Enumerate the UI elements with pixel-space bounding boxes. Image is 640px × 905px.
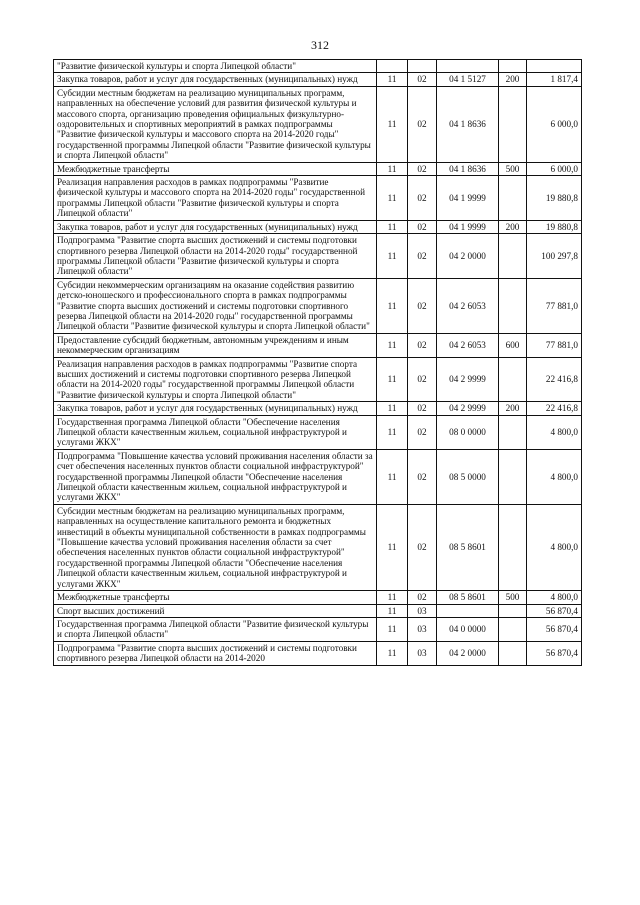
table-row xyxy=(54,617,582,641)
row-description: Государственная программа Липецкой области "Обеспечение населения Липецкой области качественным жильем, социальной инфраструктурой и услугами ЖКХ" xyxy=(54,415,377,449)
amount: 77 881,0 xyxy=(527,333,582,357)
expense-type-code: 500 xyxy=(499,591,527,604)
target-article-code: 04 2 6053 xyxy=(437,278,499,333)
table-row xyxy=(54,415,582,449)
target-article-code: 04 1 9999 xyxy=(437,176,499,221)
amount: 4 800,0 xyxy=(527,504,582,590)
row-description: Закупка товаров, работ и услуг для государственных (муниципальных) нужд xyxy=(54,220,377,233)
subsection-code: 03 xyxy=(408,604,437,617)
row-description: Межбюджетные трансферты xyxy=(54,162,377,175)
target-article-code: 04 2 0000 xyxy=(437,641,499,665)
section-code xyxy=(377,60,408,73)
amount: 19 880,8 xyxy=(527,220,582,233)
section-code: 11 xyxy=(377,73,408,86)
target-article-code: 04 2 6053 xyxy=(437,333,499,357)
table-row xyxy=(54,86,582,162)
row-description: Спорт высших достижений xyxy=(54,604,377,617)
section-code: 11 xyxy=(377,220,408,233)
subsection-code: 02 xyxy=(408,73,437,86)
amount: 1 817,4 xyxy=(527,73,582,86)
subsection-code xyxy=(408,60,437,73)
amount xyxy=(527,60,582,73)
target-article-code: 08 5 8601 xyxy=(437,504,499,590)
row-description: Межбюджетные трансферты xyxy=(54,591,377,604)
amount: 56 870,4 xyxy=(527,641,582,665)
target-article-code: 04 2 9999 xyxy=(437,402,499,415)
section-code: 11 xyxy=(377,357,408,402)
page-number: 312 xyxy=(311,38,329,52)
subsection-code: 02 xyxy=(408,504,437,590)
target-article-code: 04 1 8636 xyxy=(437,86,499,162)
table-row xyxy=(54,591,582,604)
target-article-code xyxy=(437,604,499,617)
subsection-code: 02 xyxy=(408,86,437,162)
row-description: Субсидии местным бюджетам на реализацию муниципальных программ, направленных на обеспечение условий для развития физической культуры и массового спорта, организацию проведения официальных физкультурно-оздоровительных и спортивных мероприятий в рамках подпрограммы "Развитие физической культуры и массового спорта на 2014-2020 годы" государственной программы Липецкой области "Развитие физической культуры и спорта Липецкой области" xyxy=(54,86,377,162)
budget-table-body xyxy=(54,60,582,666)
table-row xyxy=(54,73,582,86)
expense-type-code: 200 xyxy=(499,402,527,415)
amount: 4 800,0 xyxy=(527,415,582,449)
row-description: Подпрограмма "Развитие спорта высших достижений и системы подготовки спортивного резерва Липецкой области на 2014-2020 xyxy=(54,641,377,665)
table-row xyxy=(54,220,582,233)
expense-type-code: 200 xyxy=(499,73,527,86)
table-row xyxy=(54,449,582,504)
row-description: "Развитие физической культуры и спорта Липецкой области" xyxy=(54,60,377,73)
expense-type-code: 500 xyxy=(499,162,527,175)
table-row xyxy=(54,504,582,590)
section-code: 11 xyxy=(377,402,408,415)
section-code: 11 xyxy=(377,504,408,590)
row-description: Подпрограмма "Повышение качества условий проживания населения области за счет обеспечения населенных пунктов области социальной инфраструктурой" государственной программы Липецкой области "Обеспечение населения Липецкой области качественным жильем, социальной инфраструктурой и услугами ЖКХ" xyxy=(54,449,377,504)
table-row xyxy=(54,234,582,279)
section-code: 11 xyxy=(377,591,408,604)
expense-type-code xyxy=(499,641,527,665)
expense-type-code xyxy=(499,234,527,279)
row-description: Субсидии некоммерческим организациям на оказание содействия развитию детско-юношеского и профессионального спорта в рамках подпрограммы "Развитие спорта высших достижений и системы подготовки спортивного резерва Липецкой области на 2014-2020 годы" государственной программы Липецкой области "Развитие физической культуры и спорта Липецкой области" xyxy=(54,278,377,333)
subsection-code: 03 xyxy=(408,641,437,665)
expense-type-code xyxy=(499,86,527,162)
section-code: 11 xyxy=(377,449,408,504)
row-description: Субсидии местным бюджетам на реализацию муниципальных программ, направленных на осуществление капитального ремонта и бюджетных инвестиций в объекты муниципальной собственности в рамках подпрограммы "Повышение качества условий проживания населения области за счет обеспечения населенных пунктов области социальной инфраструктурой" государственной программы Липецкой области "Обеспечение населения Липецкой области качественным жильем, социальной инфраструктурой и услугами ЖКХ" xyxy=(54,504,377,590)
target-article-code: 08 5 0000 xyxy=(437,449,499,504)
amount: 22 416,8 xyxy=(527,357,582,402)
target-article-code: 04 2 9999 xyxy=(437,357,499,402)
amount: 6 000,0 xyxy=(527,86,582,162)
table-row xyxy=(54,357,582,402)
section-code: 11 xyxy=(377,415,408,449)
expense-type-code xyxy=(499,604,527,617)
subsection-code: 02 xyxy=(408,176,437,221)
table-row xyxy=(54,162,582,175)
table-row xyxy=(54,641,582,665)
section-code: 11 xyxy=(377,86,408,162)
amount: 22 416,8 xyxy=(527,402,582,415)
amount: 77 881,0 xyxy=(527,278,582,333)
target-article-code: 08 0 0000 xyxy=(437,415,499,449)
expense-type-code xyxy=(499,504,527,590)
subsection-code: 02 xyxy=(408,162,437,175)
amount: 6 000,0 xyxy=(527,162,582,175)
expense-type-code xyxy=(499,60,527,73)
target-article-code: 04 1 8636 xyxy=(437,162,499,175)
amount: 100 297,8 xyxy=(527,234,582,279)
section-code: 11 xyxy=(377,176,408,221)
subsection-code: 02 xyxy=(408,278,437,333)
table-row xyxy=(54,176,582,221)
section-code: 11 xyxy=(377,234,408,279)
amount: 4 800,0 xyxy=(527,449,582,504)
table-row xyxy=(54,333,582,357)
table-row xyxy=(54,402,582,415)
target-article-code: 04 2 0000 xyxy=(437,234,499,279)
budget-table xyxy=(53,59,582,666)
amount: 56 870,4 xyxy=(527,617,582,641)
expense-type-code xyxy=(499,415,527,449)
target-article-code: 04 1 5127 xyxy=(437,73,499,86)
row-description: Закупка товаров, работ и услуг для государственных (муниципальных) нужд xyxy=(54,73,377,86)
subsection-code: 02 xyxy=(408,234,437,279)
table-row xyxy=(54,60,582,73)
subsection-code: 03 xyxy=(408,617,437,641)
target-article-code xyxy=(437,60,499,73)
expense-type-code: 200 xyxy=(499,220,527,233)
subsection-code: 02 xyxy=(408,357,437,402)
subsection-code: 02 xyxy=(408,449,437,504)
row-description: Реализация направления расходов в рамках подпрограммы "Развитие спорта высших достижений и системы подготовки спортивного резерва Липецкой области на 2014-2020 годы" государственной программы Липецкой области "Развитие физической культуры и спорта Липецкой области" xyxy=(54,357,377,402)
section-code: 11 xyxy=(377,278,408,333)
section-code: 11 xyxy=(377,604,408,617)
amount: 56 870,4 xyxy=(527,604,582,617)
expense-type-code xyxy=(499,278,527,333)
expense-type-code xyxy=(499,176,527,221)
section-code: 11 xyxy=(377,641,408,665)
row-description: Реализация направления расходов в рамках подпрограммы "Развитие физической культуры и массового спорта на 2014-2020 годы" государственной программы Липецкой области "Развитие физической культуры и спорта Липецкой области" xyxy=(54,176,377,221)
section-code: 11 xyxy=(377,162,408,175)
subsection-code: 02 xyxy=(408,591,437,604)
amount: 19 880,8 xyxy=(527,176,582,221)
subsection-code: 02 xyxy=(408,402,437,415)
subsection-code: 02 xyxy=(408,415,437,449)
table-row xyxy=(54,278,582,333)
target-article-code: 04 1 9999 xyxy=(437,220,499,233)
expense-type-code xyxy=(499,449,527,504)
subsection-code: 02 xyxy=(408,220,437,233)
section-code: 11 xyxy=(377,333,408,357)
row-description: Предоставление субсидий бюджетным, автономным учреждениям и иным некоммерческим организациям xyxy=(54,333,377,357)
target-article-code: 08 5 8601 xyxy=(437,591,499,604)
amount: 4 800,0 xyxy=(527,591,582,604)
expense-type-code xyxy=(499,357,527,402)
target-article-code: 04 0 0000 xyxy=(437,617,499,641)
expense-type-code xyxy=(499,617,527,641)
expense-type-code: 600 xyxy=(499,333,527,357)
row-description: Государственная программа Липецкой области "Развитие физической культуры и спорта Липецкой области" xyxy=(54,617,377,641)
section-code: 11 xyxy=(377,617,408,641)
table-row xyxy=(54,604,582,617)
row-description: Подпрограмма "Развитие спорта высших достижений и системы подготовки спортивного резерва Липецкой области на 2014-2020 годы" государственной программы Липецкой области "Развитие физической культуры и спорта Липецкой области" xyxy=(54,234,377,279)
subsection-code: 02 xyxy=(408,333,437,357)
row-description: Закупка товаров, работ и услуг для государственных (муниципальных) нужд xyxy=(54,402,377,415)
